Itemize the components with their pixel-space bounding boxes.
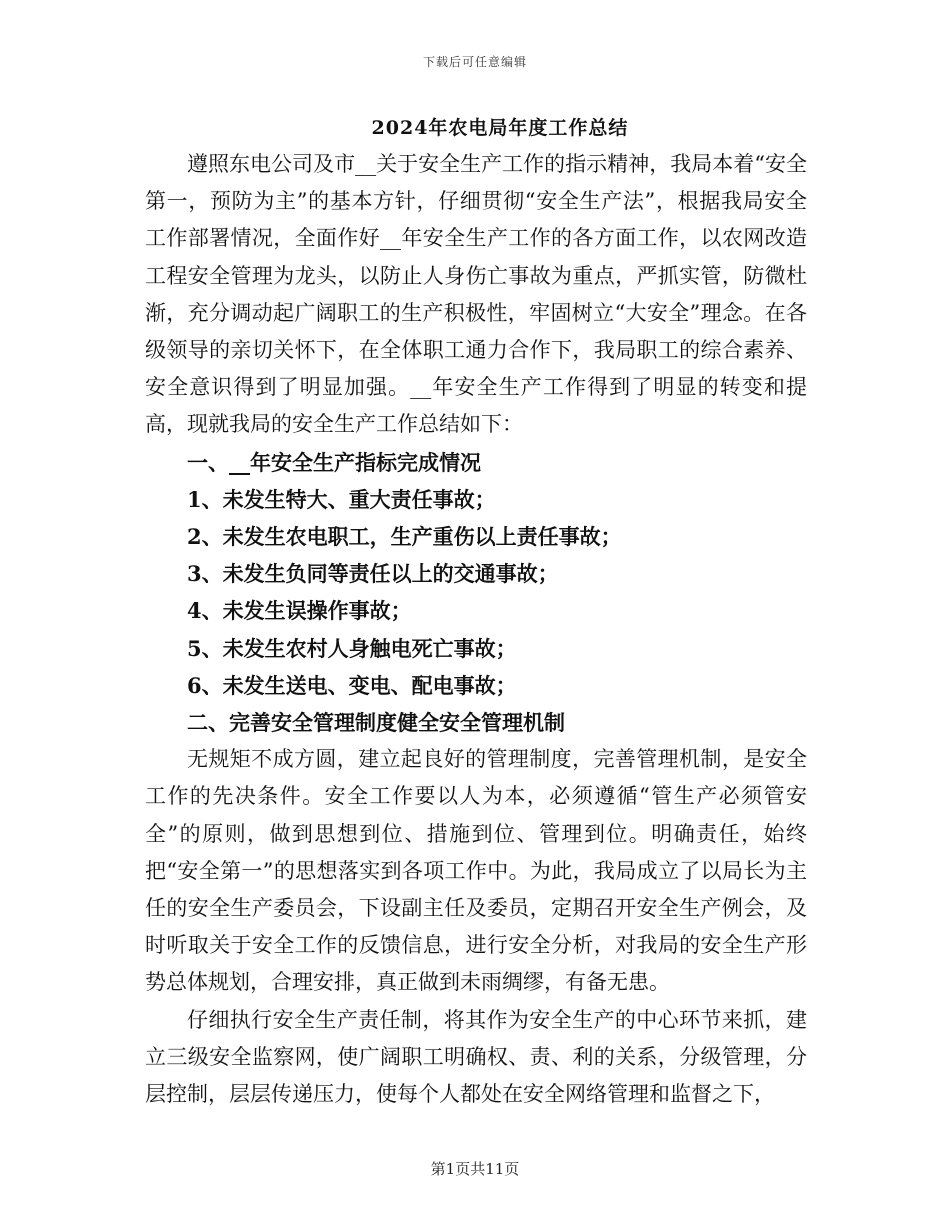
document-body <box>145 146 807 1113</box>
list-item: 4、未发生误操作事故； <box>187 598 412 624</box>
page-footer: 第1页共11页 <box>430 1160 520 1178</box>
list-item: 5、未发生农村人身触电死亡事故； <box>187 635 517 661</box>
paragraph-body: 无规矩不成方圆，建立起良好的管理制度，完善管理机制，是安全工作的先决条件。安全工作要以人为本，必须遵循“管生产必须管安全”的原则，做到思想到位、措施到位、管理到位。明确责任，始终把“安全第一”的思想落实到各项工作中。为此，我局成立了以局长为主任的安全生产委员会，下设副主任及委员，定期召开安全生产例会，及时听取关于安全工作的反馈信息，进行安全分析，对我局的安全生产形势总体规划，合理安排，真正做到未雨绸缪，有备无患。 <box>145 747 807 995</box>
list-item: 1、未发生特大、重大责任事故； <box>187 486 496 512</box>
section-heading-2: 二、完善安全管理制度健全安全管理机制 <box>187 710 565 736</box>
paragraph-intro: 遵照东电公司及市__关于安全生产工作的指示精神，我局本着“安全第一，预防为主”的基本方针，仔细贯彻“安全生产法”，根据我局安全工作部署情况，全面作好__年安全生产工作的各方面工作，以农网改造工程安全管理为龙头，以防止人身伤亡事故为重点，严抓实管，防微杜渐，充分调动起广阔职工的生产积极性，牢固树立“大安全”理念。在各级领导的亲切关怀下，在全体职工通力合作下，我局职工的综合素养、安全意识得到了明显加强。__年安全生产工作得到了明显的转变和提高，现就我局的安全生产工作总结如下： <box>145 152 807 437</box>
paragraph-body: 仔细执行安全生产责任制，将其作为安全生产的中心环节来抓，建立三级安全监察网，使广阔职工明确权、责、利的关系，分级管理，分层控制，层层传递压力，使每个人都处在安全网络管理和监督之下， <box>145 1007 807 1107</box>
document-title: 2024年农电局年度工作总结 <box>371 117 629 139</box>
header-note: 下载后可任意编辑 <box>422 55 527 69</box>
section-heading-1: 一、__年安全生产指标完成情况 <box>187 449 481 475</box>
list-item: 3、未发生负同等责任以上的交通事故； <box>187 561 559 587</box>
list-item: 2、未发生农电职工，生产重伤以上责任事故； <box>187 524 622 550</box>
list-item: 6、未发生送电、变电、配电事故； <box>187 672 517 698</box>
